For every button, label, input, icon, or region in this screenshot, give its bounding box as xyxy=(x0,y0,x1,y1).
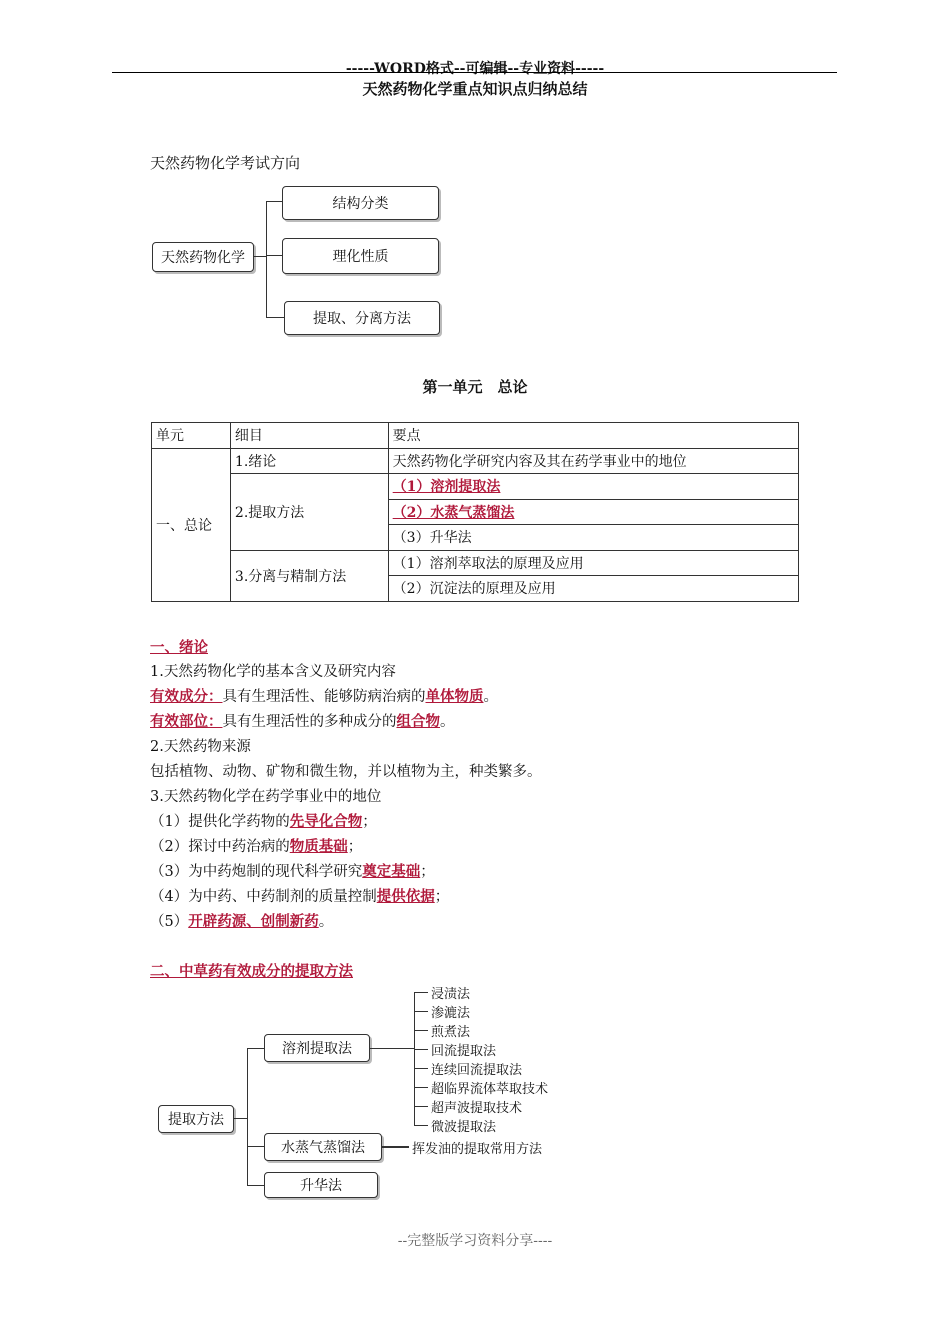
text: ； xyxy=(420,864,435,880)
table-cell xyxy=(388,474,798,500)
text: 。 xyxy=(318,914,334,930)
connector xyxy=(414,1030,428,1031)
connector xyxy=(414,1068,428,1069)
page-footer: --完整版学习资料分享---- xyxy=(397,1233,553,1249)
highlight-text: 开辟药源、创制新药 xyxy=(188,913,319,930)
connector xyxy=(414,1049,428,1050)
text: 具有生理活性的多种成分的 xyxy=(222,714,397,730)
connector xyxy=(247,1048,264,1049)
text-line: 包括植物、动物、矿物和微生物，并以植物为主，种类繁多。 xyxy=(150,764,542,780)
list-item xyxy=(150,885,449,906)
highlight-text: 组合物 xyxy=(396,713,440,730)
table-header: 细目 xyxy=(230,423,388,449)
list-item xyxy=(150,835,362,856)
connector xyxy=(266,255,282,256)
connector xyxy=(247,1048,248,1186)
connector xyxy=(381,1146,409,1148)
connector xyxy=(266,201,267,317)
extraction-root-node: 提取方法 xyxy=(158,1105,234,1133)
unit-title: 第一单元 总论 xyxy=(422,378,528,396)
sublimation-node: 升华法 xyxy=(264,1172,378,1198)
root-node: 天然药物化学 xyxy=(152,242,254,272)
method-leaf: 超声波提取技术 xyxy=(431,1101,523,1116)
table-cell xyxy=(388,499,798,525)
steam-note: 挥发油的提取常用方法 xyxy=(412,1142,543,1157)
solvent-extraction-node: 溶剂提取法 xyxy=(264,1034,370,1062)
text: （4）为中药、中药制剂的质量控制 xyxy=(150,889,377,905)
connector xyxy=(253,256,267,257)
method-leaf: 回流提取法 xyxy=(431,1044,497,1059)
method-leaf: 煎煮法 xyxy=(431,1025,471,1040)
connector xyxy=(266,317,284,318)
highlight-text: 提供依据 xyxy=(376,888,435,905)
connector xyxy=(414,992,428,993)
definition-line xyxy=(150,685,498,706)
connector xyxy=(369,1048,414,1049)
highlight-text: 单体物质 xyxy=(425,688,484,705)
table-row xyxy=(152,550,799,576)
table-header-row xyxy=(152,423,799,449)
branch-node: 理化性质 xyxy=(282,238,439,274)
table-header: 单元 xyxy=(152,423,231,449)
steam-distillation-node: 水蒸气蒸馏法 xyxy=(264,1133,382,1161)
text: 。 xyxy=(483,689,498,705)
method-leaf: 微波提取法 xyxy=(431,1120,497,1135)
connector xyxy=(233,1118,247,1119)
text: 具有生理活性、能够防病治病的 xyxy=(222,689,426,705)
page-header: -----WORD格式--可编辑--专业资料----- xyxy=(345,61,605,77)
syllabus-table xyxy=(151,422,799,602)
highlight-text: （2）水蒸气蒸馏法 xyxy=(392,504,515,521)
table-cell: 2.提取方法 xyxy=(230,474,388,551)
table-row xyxy=(152,474,799,500)
definition-line xyxy=(150,710,455,731)
highlight-text: 奠定基础 xyxy=(362,863,421,880)
table-header: 要点 xyxy=(388,423,798,449)
method-leaf: 连续回流提取法 xyxy=(431,1063,523,1078)
table-cell: 天然药物化学研究内容及其在药学事业中的地位 xyxy=(388,448,798,474)
text-line: 2.天然药物来源 xyxy=(150,739,251,755)
exam-direction-label: 天然药物化学考试方向 xyxy=(150,154,301,172)
table-cell: （3）升华法 xyxy=(388,525,798,551)
text: （1）提供化学药物的 xyxy=(150,814,290,830)
method-leaf: 浸渍法 xyxy=(431,987,471,1002)
connector xyxy=(414,1087,428,1088)
list-item xyxy=(150,810,377,831)
highlight-text: （1）溶剂提取法 xyxy=(392,479,501,496)
list-item xyxy=(150,910,333,931)
table-cell: 1.绪论 xyxy=(230,448,388,474)
text: （3）为中药炮制的现代科学研究 xyxy=(150,864,363,880)
method-leaf: 渗漉法 xyxy=(431,1006,471,1021)
branch-node: 提取、分离方法 xyxy=(284,301,440,335)
text-line: 1.天然药物化学的基本含义及研究内容 xyxy=(150,664,396,680)
text: （2）探讨中药治病的 xyxy=(150,839,290,855)
list-item xyxy=(150,860,435,881)
connector xyxy=(414,1125,428,1126)
text: ； xyxy=(347,839,363,855)
connector xyxy=(266,201,282,202)
table-cell: 3.分离与精制方法 xyxy=(230,550,388,601)
method-leaf: 超临界流体萃取技术 xyxy=(431,1082,549,1097)
highlight-text: 物质基础 xyxy=(289,838,348,855)
table-cell: （1）溶剂萃取法的原理及应用 xyxy=(388,550,798,576)
table-cell-unit: 一、总论 xyxy=(152,448,231,601)
section-heading: 一、绪论 xyxy=(150,639,208,656)
text: 。 xyxy=(440,714,455,730)
connector xyxy=(414,1106,428,1107)
text: ； xyxy=(434,889,450,905)
highlight-text: 先导化合物 xyxy=(289,813,363,830)
header-rule xyxy=(112,72,837,73)
table-row xyxy=(152,448,799,474)
document-title: 天然药物化学重点知识点归纳总结 xyxy=(362,80,588,98)
text: （5） xyxy=(150,914,189,930)
connector xyxy=(414,1011,428,1012)
key-term: 有效部位： xyxy=(150,713,223,730)
table-cell: （2）沉淀法的原理及应用 xyxy=(388,576,798,602)
text: ； xyxy=(362,814,377,830)
section-heading: 二、中草药有效成分的提取方法 xyxy=(150,963,353,980)
branch-node: 结构分类 xyxy=(282,186,439,220)
connector xyxy=(247,1185,264,1186)
text-line: 3.天然药物化学在药学事业中的地位 xyxy=(150,789,382,805)
connector xyxy=(247,1146,264,1147)
key-term: 有效成分： xyxy=(150,688,223,705)
